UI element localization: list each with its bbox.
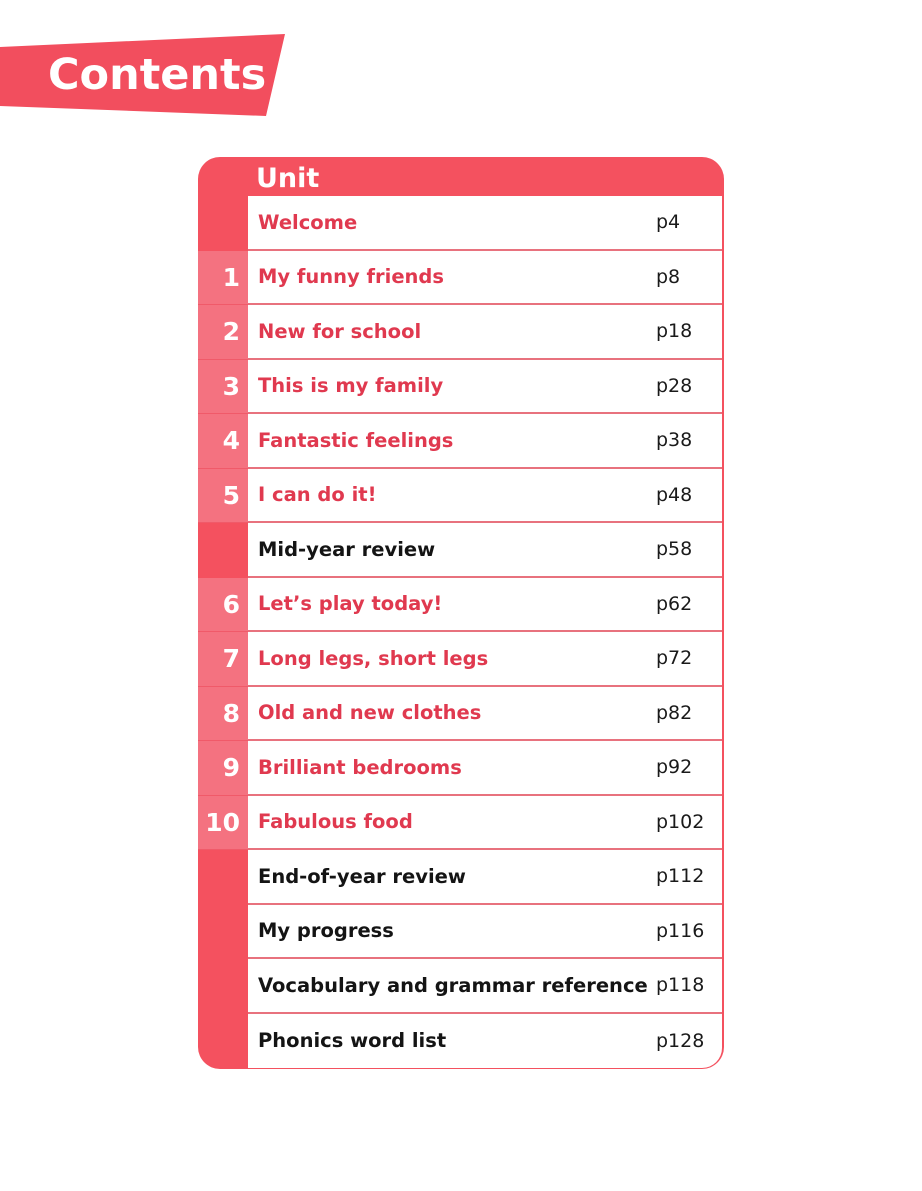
page-number: p112 — [656, 865, 705, 888]
row-body — [248, 632, 722, 687]
row-body — [248, 959, 722, 1014]
unit-title: Mid-year review — [258, 537, 436, 561]
page-number: p58 — [656, 538, 693, 561]
unit-title: Brilliant bedrooms — [258, 755, 462, 779]
unit-title: This is my family — [258, 374, 444, 398]
unit-number — [198, 959, 248, 1014]
unit-title: I can do it! — [258, 483, 377, 507]
page-number: p4 — [656, 211, 681, 234]
page-number: p62 — [656, 592, 693, 615]
contents-row[interactable] — [198, 414, 722, 469]
row-body — [248, 360, 722, 415]
unit-number — [198, 523, 248, 578]
contents-row[interactable] — [198, 305, 722, 360]
unit-number: 3 — [198, 360, 248, 415]
unit-number — [198, 905, 248, 960]
row-body — [248, 905, 722, 960]
contents-row[interactable] — [198, 578, 722, 633]
contents-row[interactable] — [198, 251, 722, 306]
contents-row[interactable] — [198, 905, 722, 960]
unit-title: End-of-year review — [258, 864, 466, 888]
unit-title: My funny friends — [258, 265, 444, 289]
contents-row[interactable] — [198, 741, 722, 796]
unit-number: 8 — [198, 687, 248, 742]
page-number: p82 — [656, 701, 693, 724]
contents-row[interactable] — [198, 796, 722, 851]
unit-title: Phonics word list — [258, 1029, 447, 1053]
page-number: p118 — [656, 974, 705, 997]
contents-table — [198, 157, 724, 1069]
unit-column-header: Unit — [256, 163, 320, 194]
unit-number: 1 — [198, 251, 248, 306]
row-body — [248, 796, 722, 851]
page-number: p128 — [656, 1029, 705, 1052]
page-number: p38 — [656, 429, 693, 452]
row-body — [248, 850, 722, 905]
contents-row[interactable] — [198, 469, 722, 524]
page-number: p18 — [656, 320, 693, 343]
page-number: p48 — [656, 483, 693, 506]
unit-number — [198, 850, 248, 905]
unit-number — [198, 1014, 248, 1069]
unit-number: 7 — [198, 632, 248, 687]
unit-title: Vocabulary and grammar reference — [258, 973, 648, 997]
unit-number: 5 — [198, 469, 248, 524]
unit-number: 9 — [198, 741, 248, 796]
unit-title: Old and new clothes — [258, 701, 482, 725]
unit-title: Fabulous food — [258, 810, 413, 834]
contents-row[interactable] — [198, 196, 722, 251]
contents-row[interactable] — [198, 687, 722, 742]
row-body — [248, 305, 722, 360]
unit-number: 6 — [198, 578, 248, 633]
row-body — [248, 1014, 722, 1069]
page-title: Contents — [48, 50, 267, 100]
row-body — [248, 251, 722, 306]
unit-number: 10 — [198, 796, 248, 851]
row-body — [248, 578, 722, 633]
contents-row[interactable] — [198, 850, 722, 905]
page-number: p72 — [656, 647, 693, 670]
unit-number — [198, 196, 248, 251]
page-number: p102 — [656, 810, 705, 833]
unit-number: 2 — [198, 305, 248, 360]
unit-title: Long legs, short legs — [258, 646, 489, 670]
row-body — [248, 196, 722, 251]
row-body — [248, 414, 722, 469]
row-body — [248, 469, 722, 524]
page-number: p28 — [656, 374, 693, 397]
row-body — [248, 687, 722, 742]
contents-row[interactable] — [198, 632, 722, 687]
unit-title: Welcome — [258, 210, 358, 234]
row-body — [248, 741, 722, 796]
row-body — [248, 523, 722, 578]
unit-title: Fantastic feelings — [258, 428, 454, 452]
page-number: p92 — [656, 756, 693, 779]
contents-row[interactable] — [198, 523, 722, 578]
page-number: p116 — [656, 919, 705, 942]
unit-number: 4 — [198, 414, 248, 469]
contents-rows — [198, 196, 722, 1068]
page-number: p8 — [656, 265, 681, 288]
contents-row[interactable] — [198, 959, 722, 1014]
unit-title: Let’s play today! — [258, 592, 443, 616]
unit-title: My progress — [258, 919, 394, 943]
contents-row[interactable] — [198, 1014, 722, 1069]
contents-row[interactable] — [198, 360, 722, 415]
unit-title: New for school — [258, 319, 422, 343]
